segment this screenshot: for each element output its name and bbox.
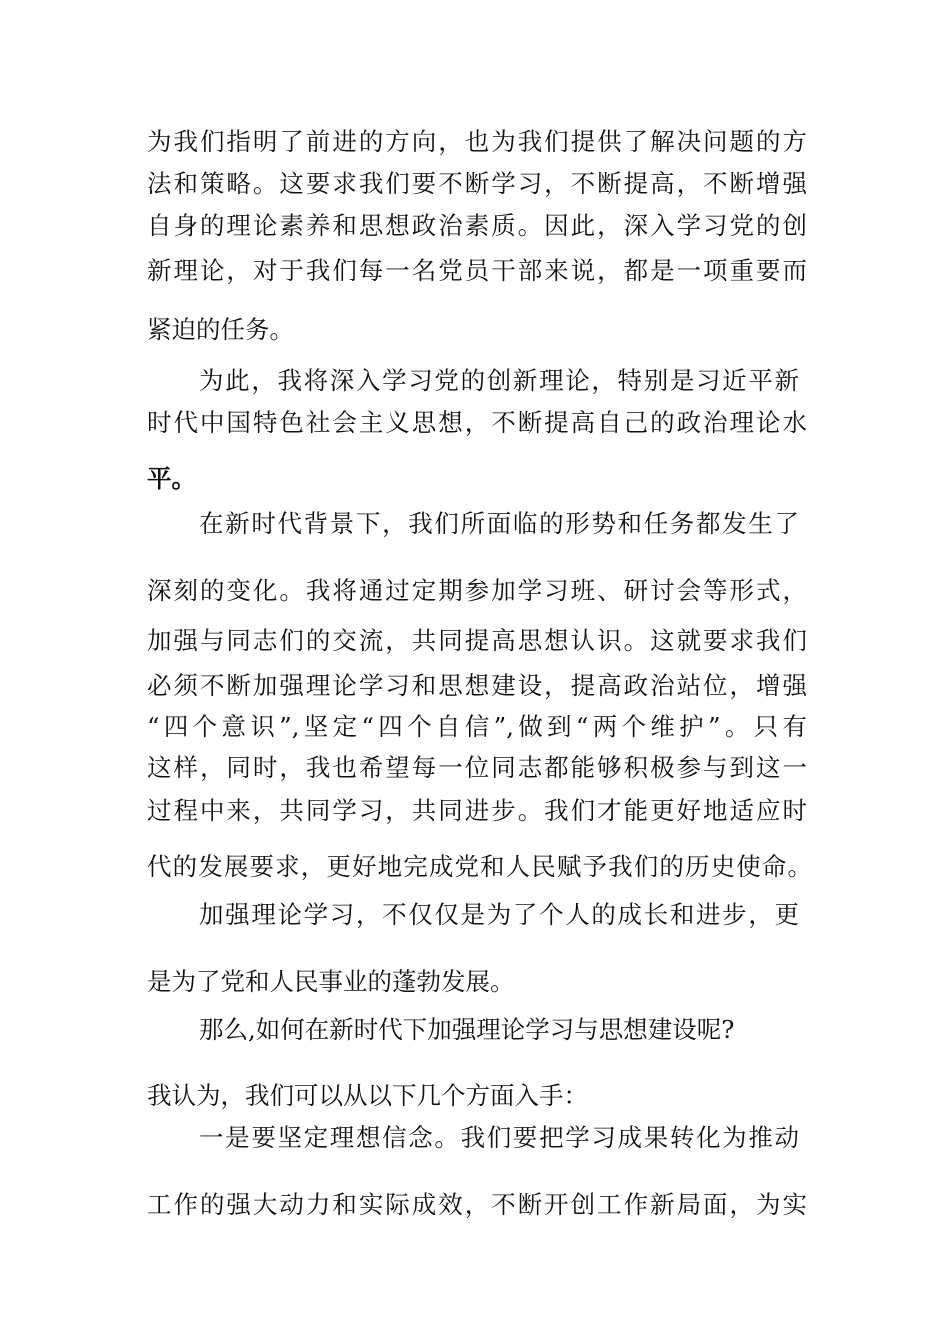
text-line: 必须不断加强理论学习和思想建设，提高政治站位，增强 [147,671,807,700]
text-line: 紧迫的任务。 [147,315,294,344]
text-line: 加强与同志们的交流，共同提高思想认识。这就要求我们 [147,626,807,655]
paragraph-start-line: 在新时代背景下，我们所面临的形势和任务都发生了 [199,509,799,538]
text-line: 代的发展要求，更好地完成党和人民赋予我们的历史使命。 [147,852,812,881]
text-line: 平。 [147,464,196,493]
text-line: 为我们指明了前进的方向，也为我们提供了解决问题的方 [147,127,807,156]
text-line: 我认为，我们可以从以下几个方面入手： [147,1081,588,1110]
text-line: 深刻的变化。我将通过定期参加学习班、研讨会等形式， [147,576,807,605]
text-line: 工作的强大动力和实际成效，不断开创工作新局面，为实 [147,1190,807,1219]
text-line: 是为了党和人民事业的蓬勃发展。 [147,967,515,996]
paragraph-start-line: 加强理论学习，不仅仅是为了个人的成长和进步，更 [199,900,799,929]
text-line: 法和策略。这要求我们要不断学习，不断提高，不断增强 [147,169,807,198]
text-line: 自身的理论素养和思想政治素质。因此，深入学习党的创 [147,211,807,240]
text-line: 过程中来，共同学习，共同进步。我们才能更好地适应时 [147,796,807,825]
paragraph-start-line: 那么,如何在新时代下加强理论学习与思想建设呢? [199,1015,735,1044]
paragraph-start-line: 为此，我将深入学习党的创新理论，特别是习近平新 [199,366,799,395]
text-line: 新理论，对于我们每一名党员干部来说，都是一项重要而 [147,256,807,285]
text-line: “四个意识”,坚定“四个自信”,做到“两个维护”。只有 [147,712,807,741]
paragraph-start-line: 一是要坚定理想信念。我们要把学习成果转化为推动 [199,1123,799,1152]
text-line: 时代中国特色社会主义思想，不断提高自己的政治理论水 [147,408,807,437]
text-line: 这样，同时，我也希望每一位同志都能够积极参与到这一 [147,753,807,782]
